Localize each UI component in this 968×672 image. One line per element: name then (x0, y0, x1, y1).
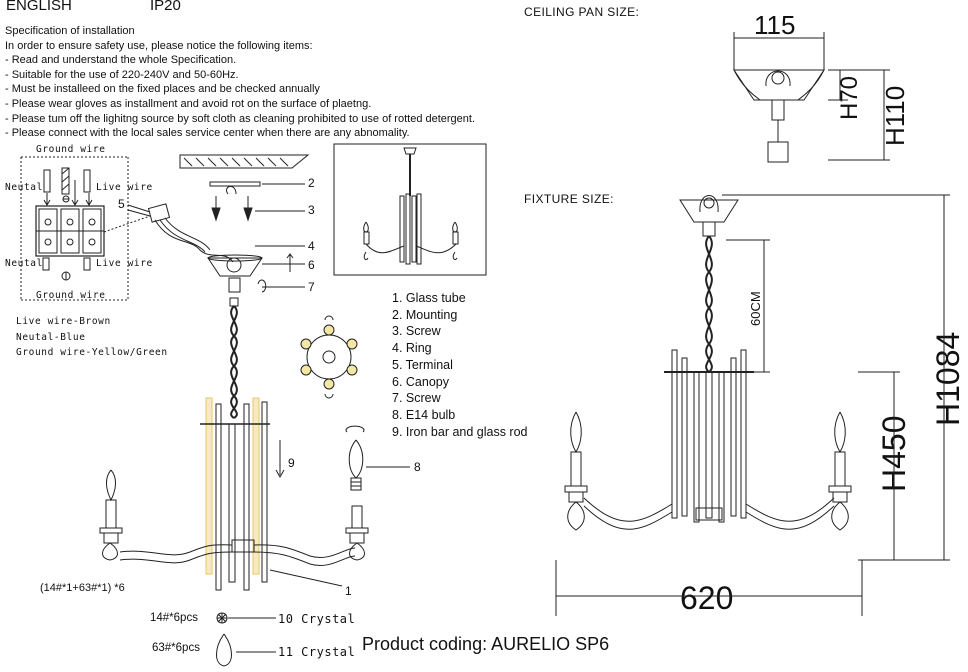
neutral-label-bottom: Neutal (5, 258, 43, 269)
fixture-size-drawing (556, 195, 950, 616)
callout-5: 5 (118, 197, 125, 211)
callout-1: 1 (345, 584, 352, 598)
callout-3: 3 (308, 203, 315, 217)
legend-ground: Ground wire-Yellow/Green (16, 347, 168, 358)
callout-4: 4 (308, 239, 315, 253)
body-height-dim: H450 (876, 415, 912, 492)
total-height-dim: H1084 (930, 331, 966, 426)
spec-item: - Read and understand the whole Specification. (5, 54, 237, 67)
part-item: 4. Ring (392, 341, 432, 356)
part-item: 7. Screw (392, 391, 441, 406)
crystal-formula: (14#*1+63#*1) *6 (40, 582, 125, 594)
ring-top-view (301, 316, 357, 398)
part-item: 8. E14 bulb (392, 407, 456, 422)
spec-title: Specification of installation (5, 25, 135, 37)
legend-live: Live wire-Brown (16, 316, 111, 327)
pan-h110-dim: H110 (880, 85, 910, 146)
fixture-size-label: FIXTURE SIZE: (524, 192, 614, 206)
pan-h70-dim: H70 (836, 75, 863, 120)
chandelier-exploded (100, 298, 368, 590)
spec-item: - Please wear gloves as installment and avoid rot on the surface of plaetng. (5, 97, 372, 110)
callout-2: 2 (308, 176, 315, 190)
crystal-11-qty: 63#*6pcs (152, 642, 200, 654)
callout-8: 8 (414, 460, 421, 474)
width-dim: 620 (680, 580, 734, 616)
part-item: 2. Mounting (392, 307, 458, 322)
crystal-icons (217, 613, 277, 666)
part-item: 6. Canopy (392, 374, 449, 389)
spec-item: - Please tum off the lighitng source by soft cloth as cleaning prohibited to use of rotted detergent. (5, 112, 476, 125)
wiring-diagram (21, 157, 128, 300)
part-item: 1. Glass tube (392, 291, 466, 305)
ground-wire-label-bottom: Ground wire (36, 290, 106, 301)
live-wire-label-bottom: Live wire (96, 258, 153, 269)
part-item: 3. Screw (392, 324, 441, 339)
callout-9: 9 (288, 456, 295, 470)
spec-item: - Must be installeed on the fixed places and be checked annually (5, 83, 320, 96)
crystal-10-label: 10 Crystal (278, 612, 356, 626)
ceiling-mount-assembly (180, 155, 308, 292)
e14-bulb (346, 426, 410, 490)
spec-item: - Please connect with the local sales service center when there are any abnomality. (5, 127, 410, 140)
product-thumbnail (334, 144, 486, 275)
callout-6: 6 (308, 258, 315, 272)
callout-7: 7 (308, 280, 315, 294)
ip-rating: IP20 (150, 0, 181, 14)
live-wire-label-top: Live wire (96, 182, 153, 193)
language-label: ENGLISH (6, 0, 72, 14)
ground-wire-label-top: Ground wire (36, 144, 106, 155)
crystal-11-label: 11 Crystal (278, 645, 356, 659)
part-item: 5. Terminal (392, 357, 453, 372)
pan-width-dim: 115 (754, 10, 796, 40)
neutral-label-top: Neutal (5, 182, 43, 193)
ceiling-pan-label: CEILING PAN SIZE: (524, 5, 640, 19)
legend-neutral: Neutal-Blue (16, 331, 86, 343)
chain-length-dim: 60CM (748, 291, 763, 326)
spec-item: - Suitable for the use of 220-240V and 50-60Hz. (5, 68, 239, 81)
ceiling-pan-drawing (734, 32, 890, 162)
crystal-10-qty: 14#*6pcs (150, 612, 198, 624)
part-item: 9. Iron bar and glass rod (392, 424, 528, 439)
spec-intro: In order to ensure safety use, please notice the following items: (5, 39, 313, 52)
product-coding: Product coding: AURELIO SP6 (362, 634, 610, 654)
